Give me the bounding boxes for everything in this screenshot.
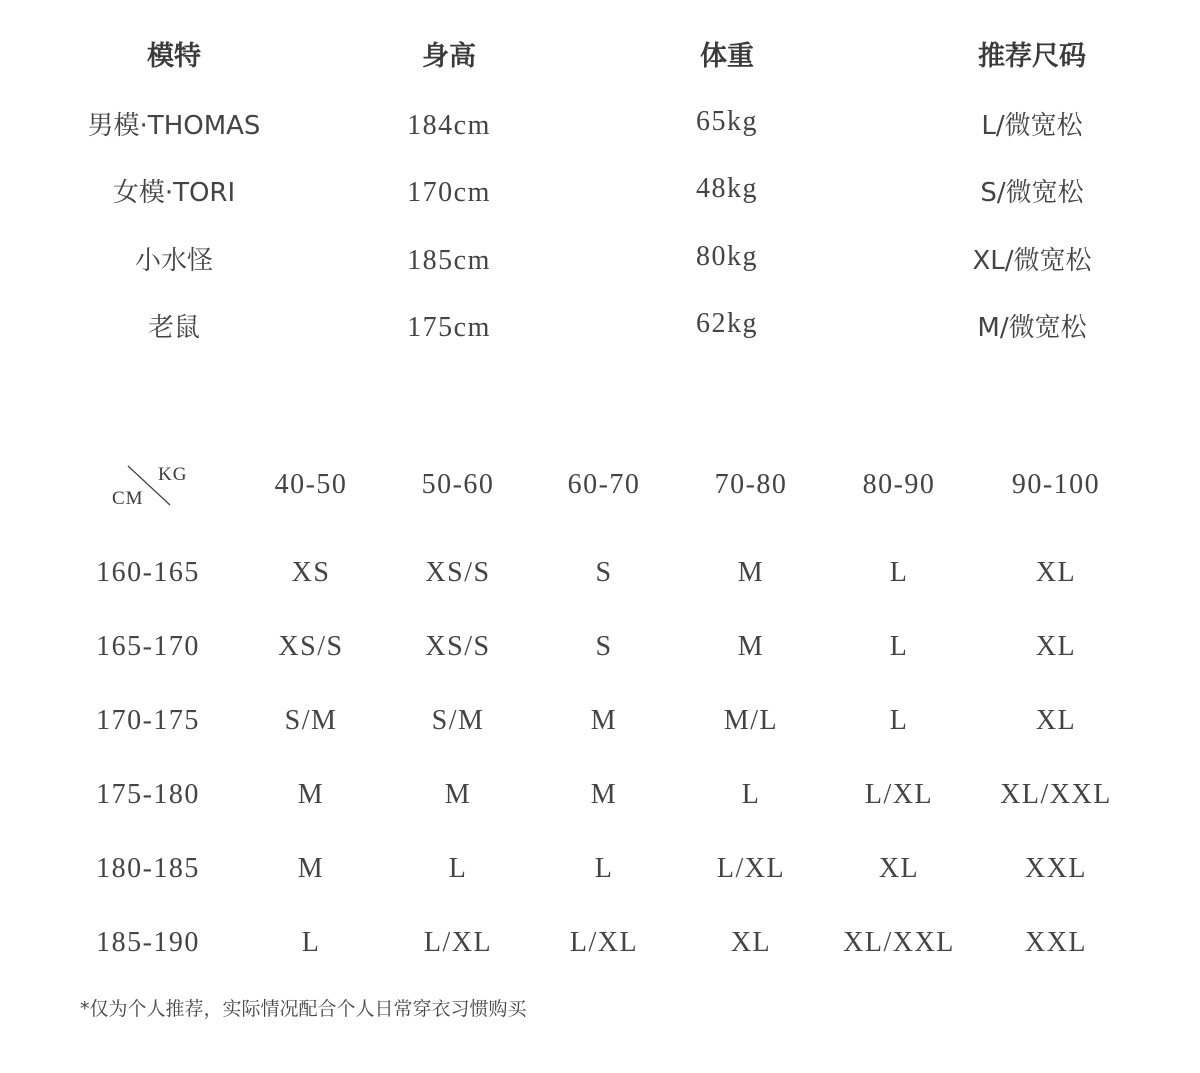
weight-range-header: 90-100 (1011, 469, 1101, 500)
corner-cm-label: CM (112, 488, 144, 509)
size-cell: L (594, 853, 614, 884)
weight-range-header: 40-50 (274, 469, 348, 500)
size-cell: M (737, 557, 765, 588)
size-cell: L (889, 705, 909, 736)
size-cell: L/XL (423, 927, 493, 958)
model-weight: 62kg (696, 308, 758, 339)
height-range-label: 175-180 (96, 779, 200, 810)
size-cell: XS/S (278, 631, 344, 662)
weight-range-header: 70-80 (714, 469, 788, 500)
weight-range-header: 60-70 (567, 469, 641, 500)
size-cell: M/L (723, 705, 779, 736)
size-cell: XS/S (425, 557, 491, 588)
size-chart-row (0, 551, 1200, 595)
size-chart-row (0, 699, 1200, 743)
size-cell: L/XL (864, 779, 934, 810)
size-cell: L/XL (569, 927, 639, 958)
size-cell: L (889, 557, 909, 588)
size-cell: M (297, 853, 325, 884)
size-cell: XS/S (425, 631, 491, 662)
weight-range-header: 80-90 (862, 469, 936, 500)
height-range-label: 165-170 (96, 631, 200, 662)
model-row (0, 241, 1200, 281)
model-weight: 48kg (696, 173, 758, 204)
model-height: 170cm (407, 177, 491, 208)
size-cell: XL (730, 927, 772, 958)
header-weight: 体重 (700, 41, 754, 72)
footnote: *仅为个人推荐，实际情况配合个人日常穿衣习惯购买 (80, 998, 527, 1020)
size-chart-row (0, 773, 1200, 817)
height-range-label: 160-165 (96, 557, 200, 588)
height-range-label: 180-185 (96, 853, 200, 884)
size-chart-header-row (0, 463, 1200, 507)
model-name: 小水怪 (134, 246, 213, 276)
size-cell: M (590, 705, 618, 736)
size-cell: L (448, 853, 468, 884)
size-cell: M (297, 779, 325, 810)
size-cell: XXL (1024, 927, 1088, 958)
size-cell: M (444, 779, 472, 810)
size-cell: S (595, 557, 613, 588)
model-row (0, 106, 1200, 146)
model-height: 185cm (407, 245, 491, 276)
size-cell: L (741, 779, 761, 810)
header-model: 模特 (147, 41, 201, 72)
model-height: 175cm (407, 312, 491, 343)
size-cell: S (595, 631, 613, 662)
corner-kg-label: KG (158, 464, 188, 485)
size-cell: XL/XXL (843, 927, 955, 958)
header-height: 身高 (422, 41, 476, 72)
size-cell: L (301, 927, 321, 958)
model-size: XL/微宽松 (972, 246, 1092, 276)
size-cell: XL (1035, 557, 1077, 588)
model-name: 男模·THOMAS (87, 111, 261, 141)
size-cell: XS (291, 557, 331, 588)
size-cell: XXL (1024, 853, 1088, 884)
model-weight: 65kg (696, 106, 758, 137)
weight-range-header: 50-60 (421, 469, 495, 500)
size-cell: XL/XXL (1000, 779, 1112, 810)
model-size: L/微宽松 (981, 111, 1083, 141)
size-cell: XL (1035, 705, 1077, 736)
model-size: M/微宽松 (977, 313, 1087, 343)
header-recommended-size: 推荐尺码 (978, 41, 1086, 72)
size-cell: M (590, 779, 618, 810)
size-cell: S/M (431, 705, 485, 736)
size-chart-row (0, 625, 1200, 669)
size-chart-row (0, 847, 1200, 891)
model-row (0, 308, 1200, 348)
model-table-header (0, 37, 1200, 77)
size-cell: XL (878, 853, 920, 884)
model-weight: 80kg (696, 241, 758, 272)
size-cell: M (737, 631, 765, 662)
model-row (0, 173, 1200, 213)
model-size: S/微宽松 (980, 178, 1084, 208)
size-cell: L (889, 631, 909, 662)
height-range-label: 185-190 (96, 927, 200, 958)
model-name: 女模·TORI (112, 178, 236, 208)
size-chart-row (0, 921, 1200, 965)
size-cell: L/XL (716, 853, 786, 884)
model-height: 184cm (407, 110, 491, 141)
size-cell: XL (1035, 631, 1077, 662)
model-name: 老鼠 (147, 313, 200, 343)
size-cell: S/M (284, 705, 338, 736)
height-range-label: 170-175 (96, 705, 200, 736)
